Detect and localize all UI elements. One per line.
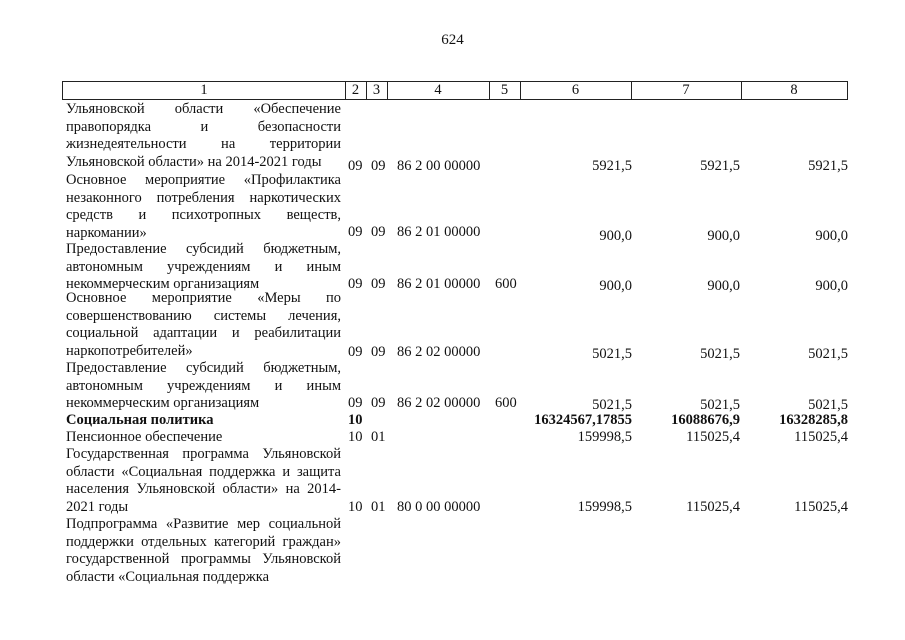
header-cell-1: 1 (63, 82, 346, 99)
table-row (66, 516, 856, 588)
row-col-4: 86 2 01 00000 (397, 224, 481, 240)
row-col-2: 09 (348, 276, 363, 292)
row-col-3: 09 (371, 395, 386, 411)
row-col-6: 5021,5 (592, 397, 632, 413)
table-row (66, 290, 856, 362)
row-col-2: 10 (348, 429, 363, 445)
row-col-3: 01 (371, 429, 386, 445)
row-col-7: 5921,5 (700, 158, 740, 174)
row-description: Предоставление субсидий бюджетным, автономным учреждениям и иным некоммерческим организациям (66, 360, 341, 412)
header-cell-5: 5 (489, 82, 521, 99)
table-row (66, 412, 856, 430)
page-number: 624 (441, 32, 464, 48)
row-col-8: 115025,4 (794, 429, 848, 445)
row-col-2: 09 (348, 395, 363, 411)
row-col-4: 86 2 00 00000 (397, 158, 481, 174)
row-col-8: 5021,5 (808, 346, 848, 362)
row-col-7: 16088676,9 (671, 412, 740, 428)
header-cell-8: 8 (790, 82, 798, 98)
table-row (66, 429, 856, 447)
row-col-8: 115025,4 (794, 499, 848, 515)
row-col-4: 86 2 02 00000 (397, 344, 481, 360)
row-col-3: 01 (371, 499, 386, 515)
row-col-8: 900,0 (815, 278, 848, 294)
row-col-3: 09 (371, 344, 386, 360)
header-cell-4: 4 (387, 82, 490, 99)
row-col-6: 16324567,17855 (534, 412, 632, 428)
row-col-7: 5021,5 (700, 397, 740, 413)
row-description: Социальная политика (66, 412, 214, 428)
header-cell-3: 3 (366, 82, 388, 99)
row-col-3: 09 (371, 224, 386, 240)
row-col-2: 09 (348, 158, 363, 174)
row-col-3: 09 (371, 276, 386, 292)
row-col-8: 900,0 (815, 228, 848, 244)
table-row (66, 101, 856, 174)
row-col-7: 115025,4 (686, 429, 740, 445)
row-col-8: 5021,5 (808, 397, 848, 413)
row-description: Основное мероприятие «Меры по совершенствованию системы лечения, социальной адаптации и реабилитации наркопотребителей» (66, 290, 341, 359)
row-col-6: 5921,5 (592, 158, 632, 174)
row-col-2: 09 (348, 344, 363, 360)
row-col-7: 5021,5 (700, 346, 740, 362)
row-col-4: 80 0 00 00000 (397, 499, 481, 515)
row-col-4: 86 2 01 00000 (397, 276, 481, 292)
row-col-4: 86 2 02 00000 (397, 395, 481, 411)
row-col-6: 5021,5 (592, 346, 632, 362)
row-col-7: 900,0 (707, 278, 740, 294)
row-description: Государственная программа Ульяновской области «Социальная поддержка и защита населения Ульяновской области» на 2014-2021 годы (66, 446, 341, 515)
row-description: Основное мероприятие «Профилактика незаконного потребления наркотических средств и психотропных веществ, наркомании» (66, 172, 341, 241)
row-description: Подпрограмма «Развитие мер социальной поддержки отдельных категорий граждан» государственной программы Ульяновской области «Социальная поддержка (66, 516, 341, 585)
table-row (66, 360, 856, 413)
row-col-6: 900,0 (599, 278, 632, 294)
table-row (66, 172, 856, 242)
row-col-5: 600 (495, 276, 517, 292)
row-description: Пенсионное обеспечение (66, 429, 223, 445)
row-col-2: 10 (348, 412, 363, 428)
row-col-6: 159998,5 (577, 499, 632, 515)
row-col-2: 10 (348, 499, 363, 515)
row-description: Предоставление субсидий бюджетным, автономным учреждениям и иным некоммерческим организациям (66, 241, 341, 293)
table-row (66, 241, 856, 294)
row-col-7: 900,0 (707, 228, 740, 244)
row-col-2: 09 (348, 224, 363, 240)
table-row (66, 446, 856, 516)
header-cell-2: 2 (345, 82, 367, 99)
header-cell-6: 6 (520, 82, 632, 99)
row-col-3: 09 (371, 158, 386, 174)
row-col-8: 16328285,8 (779, 412, 848, 428)
row-col-7: 115025,4 (686, 499, 740, 515)
row-col-6: 900,0 (599, 228, 632, 244)
row-description: Ульяновской области «Обеспечение правопорядка и безопасности жизнедеятельности на территории Ульяновской области» на 2014-2021 годы (66, 101, 341, 170)
header-cell-7: 7 (631, 82, 742, 99)
table-header (62, 81, 848, 100)
row-col-6: 159998,5 (577, 429, 632, 445)
row-col-5: 600 (495, 395, 517, 411)
row-col-8: 5921,5 (808, 158, 848, 174)
